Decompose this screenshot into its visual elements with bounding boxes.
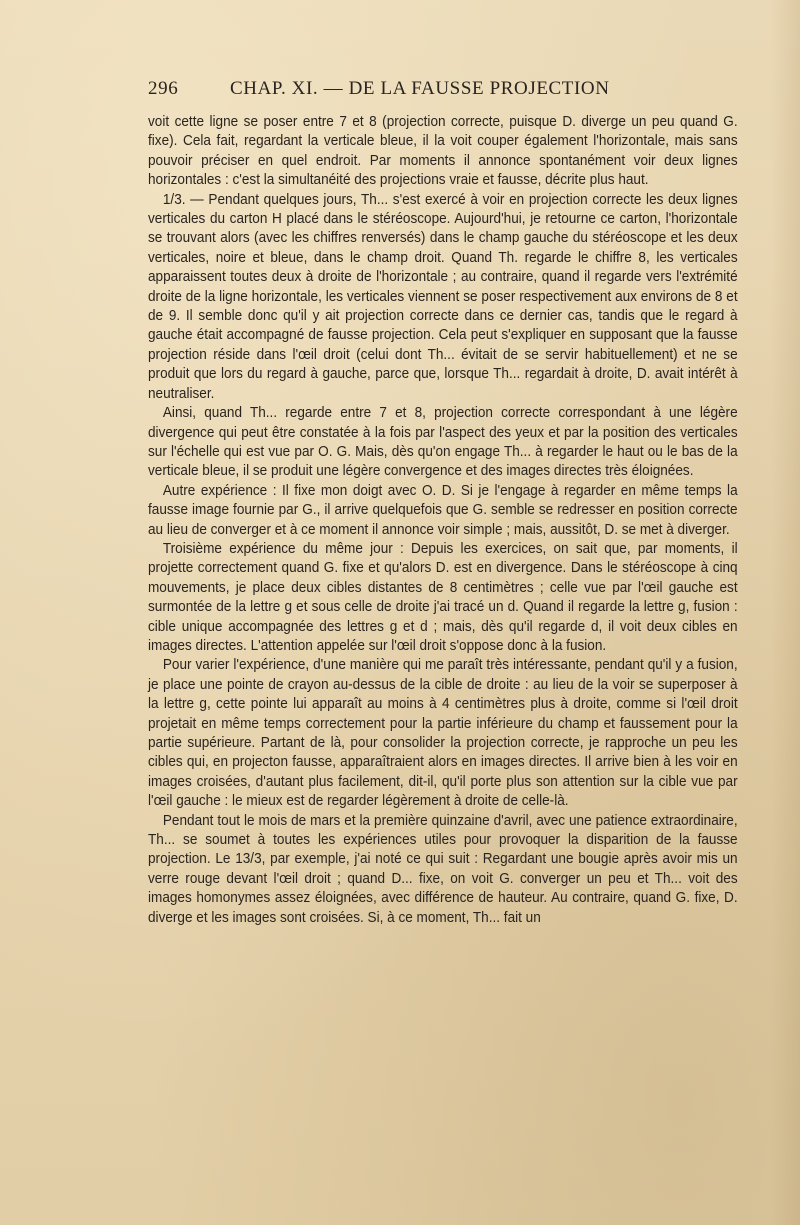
paragraph: Autre expérience : Il fixe mon doigt avec O. D. Si je l'engage à regarder en même temps la fausse image fournie par G., il arrive quelquefois que G. semble se redresser en position correcte au lieu de converger et à ce moment il annonce voir simple ; mais, aussitôt, D. se met à diverger. [148, 482, 738, 538]
paragraph: Troisième expérience du même jour : Depuis les exercices, on sait que, par moments, il projette correctement quand G. fixe et qu'alors D. est en divergence. Dans le stéréoscope à cinq mouvements, je place deux cibles distantes de 8 centimètres ; celle vue par l'œil gauche est surmontée de la lettre g et sous celle de droite j'ai tracé un d. Quand il regarde la lettre g, fusion : cible unique accompagnée des lettres g et d ; mais, dès qu'il regarde d, il voit deux cibles en images directes. L'attention appelée sur l'œil droit s'oppose donc à la fusion. [148, 540, 738, 654]
paragraph: voit cette ligne se poser entre 7 et 8 (projection correcte, puisque D. diverge un peu quand G. fixe). Cela fait, regardant la verticale bleue, il la voit couper également l'horizontale, mais sans pouvoir préciser en quel endroit. Par moments il annonce spontanément voir deux lignes horizontales : c'est la simultanéité des projections vraie et fausse, décrite plus haut. [148, 114, 738, 189]
paragraph: Pour varier l'expérience, d'une manière qui me paraît très intéressante, pendant qu'il y a fusion, je place une pointe de crayon au-dessus de la cible de droite : au lieu de la voir se superposer à la lettre g, cette pointe lui apparaît au moins à 4 centimètres plus à droite, comme si l'œil droit projetait en même temps correctement pour la partie inférieure du champ et faussement pour la partie supérieure. Partant de là, pour consolider la projection correcte, je rapproche un peu les cibles qui, en projecton fausse, apparaîtraient alors en images directes. Il arrive bien à les voir en images croisées, d'autant plus facilement, dit-il, qu'il porte plus son attention sur la cible vue par l'œil gauche : le mieux est de regarder légèrement à droite de celle-là. [148, 657, 738, 810]
paragraph: Pendant tout le mois de mars et la première quinzaine d'avril, avec une patience extraordinaire, Th... se soumet à toutes les expériences utiles pour provoquer la disparition de la fausse projection. Le 13/3, par exemple, j'ai noté ce qui suit : Regardant une bougie après avoir mis un verre rouge devant l'œil droit ; quand D... fixe, on voit G. converger un peu et Th... voit des images homonymes assez éloignées, avec différence de hauteur. Au contraire, quand G. fixe, D. diverge et les images sont croisées. Si, à ce moment, Th... fait un [148, 812, 738, 926]
paragraph: 1/3. — Pendant quelques jours, Th... s'est exercé à voir en projection correcte les deux lignes verticales du carton H placé dans le stéréoscope. Aujourd'hui, je retourne ce carton, l'horizontale se trouvant alors (avec les chiffres renversés) dans le champ gauche du stéréoscope et les deux verticales, noire et bleue, dans le champ droit. Quand Th. regarde le chiffre 8, les verticales apparaissent toutes deux à droite de l'horizontale ; au contraire, quand il regarde vers l'extrémité droite de la ligne horizontale, les verticales viennent se poser respectivement aux environs de 8 et de 9. Il semble donc qu'il y ait projection correcte dans ce dernier cas, tandis que le regard à gauche était accompagné de fausse projection. Cela peut s'expliquer en supposant que la fausse projection réside dans l'œil droit (celui dont Th... évitait de se servir habituellement) et ne se produit que lors du regard à gauche, parce que, lorsque Th... regardait à droite, D. avait intérêt à neutraliser. [148, 191, 738, 402]
page-header [148, 78, 740, 102]
running-head: CHAP. XI. — DE LA FAUSSE PROJECTION [230, 78, 610, 99]
body-text [148, 113, 738, 928]
page-number: 296 [148, 78, 179, 99]
paragraph: Ainsi, quand Th... regarde entre 7 et 8, projection correcte correspondant à une légère divergence qui peut être constatée à la fois par l'aspect des yeux et par la position des verticales sur l'échelle qui est vue par O. G. Mais, dès qu'on engage Th... à regarder le haut ou le bas de la verticale bleue, il se produit une légère convergence et des images directes très éloignées. [148, 405, 738, 480]
